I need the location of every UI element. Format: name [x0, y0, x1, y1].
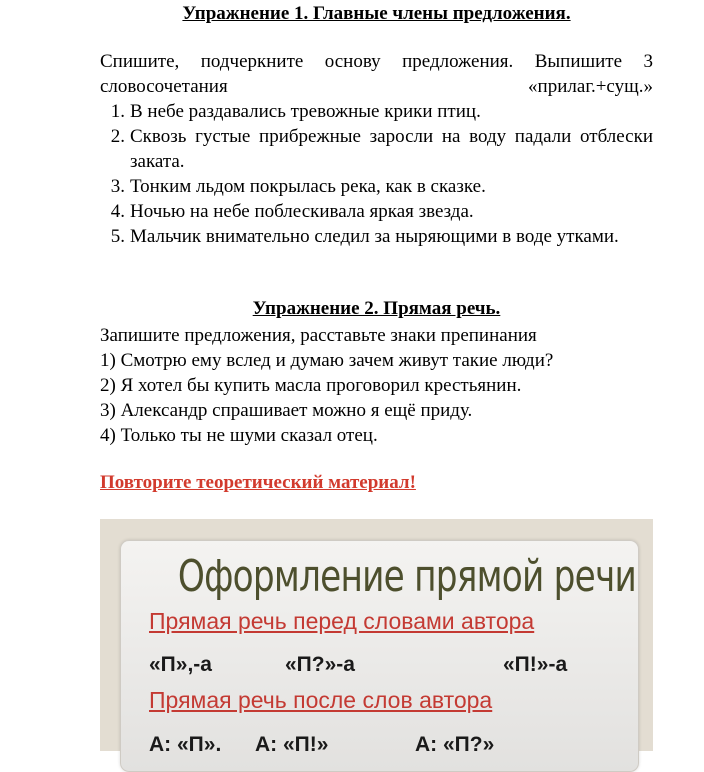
pattern-after-3: А: «П?»: [415, 733, 495, 756]
slide-heading-after: Прямая речь после слов автора: [149, 687, 493, 713]
list-item: 3) Александр спрашивает можно я ещё приду.: [100, 400, 473, 421]
list-item: 1) Смотрю ему вслед и думаю зачем живут такие люди?: [100, 350, 554, 371]
slide-panel: [120, 540, 639, 772]
pattern-before-1: «П»,-а: [149, 653, 212, 676]
pattern-before-3: «П!»-а: [503, 653, 568, 676]
exercise-2-title: Упражнение 2. Прямая речь.: [252, 298, 501, 319]
list-item: 2) Я хотел бы купить масла проговорил крестьянин.: [100, 375, 522, 396]
exercise-2-instruction: Запишите предложения, расставьте знаки препинания: [100, 325, 537, 346]
direct-speech-slide-image: [100, 519, 653, 756]
exercise-1-instruction: Спишите, подчеркните основу предложения. Выпишите 3 словосочетания «прилаг.+сущ.»: [100, 51, 653, 97]
list-item: 4) Только ты не шуми сказал отец.: [100, 425, 378, 446]
repeat-theory-note: Повторите теоретический материал!: [100, 472, 416, 493]
slide-title: Оформление прямой речи: [177, 551, 637, 602]
exercise-2-body: [100, 323, 660, 448]
slide-heading-before: Прямая речь перед словами автора: [149, 608, 535, 634]
list-item: 2. Сквозь густые прибрежные заросли на воду падали отблески заката.: [110, 126, 653, 172]
list-item: 1. В небе раздавались тревожные крики птиц.: [110, 101, 481, 122]
pattern-after-2: А: «П!»: [255, 733, 329, 756]
pattern-before-2: «П?»-а: [285, 653, 355, 676]
exercise-1-list: [100, 99, 653, 249]
pattern-after-1: А: «П».: [149, 733, 222, 756]
exercise-1-title: Упражнение 1. Главные члены предложения.: [182, 3, 571, 24]
list-item: 5. Мальчик внимательно следил за ныряющими в воде утками.: [110, 226, 619, 247]
list-item: 4. Ночью на небе поблескивала яркая звезда.: [110, 201, 474, 222]
list-item: 3. Тонким льдом покрылась река, как в сказке.: [110, 176, 486, 197]
